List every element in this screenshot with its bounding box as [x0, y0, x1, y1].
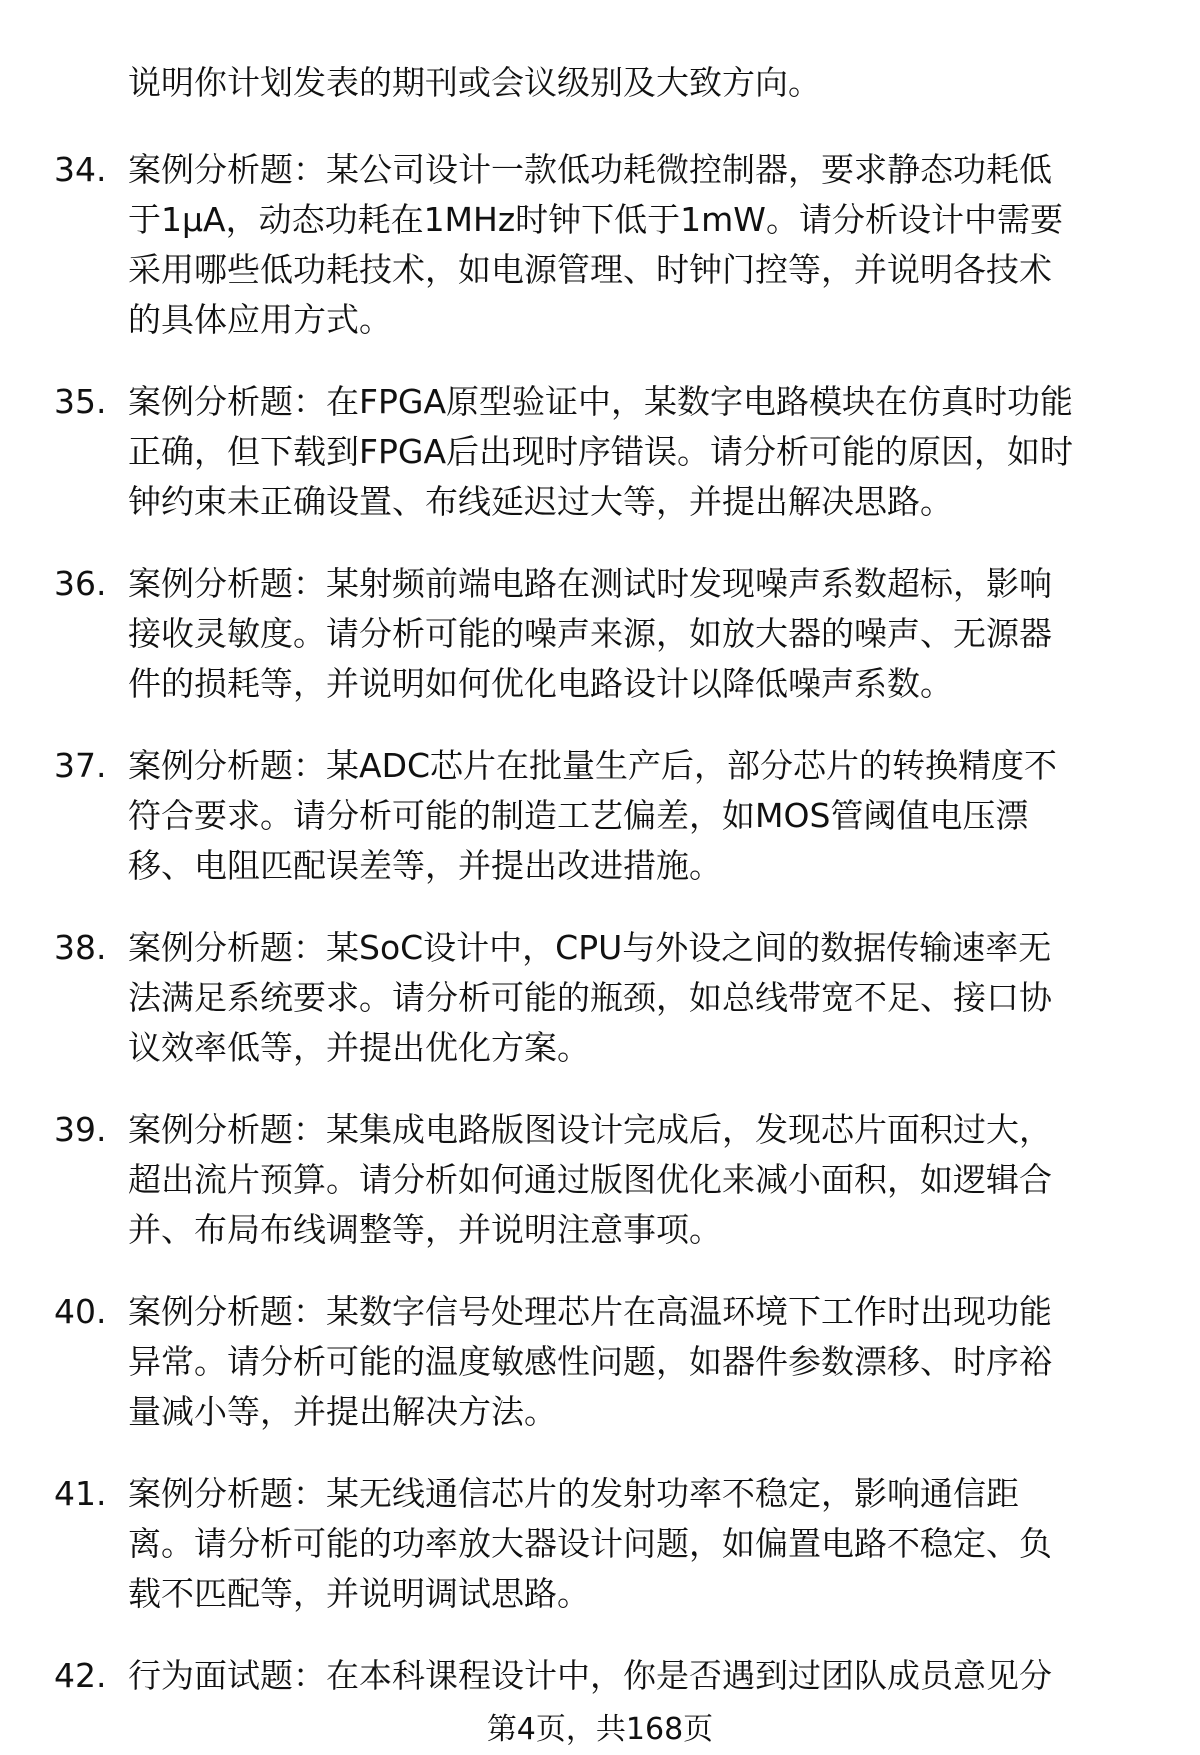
question-line: 的具体应用方式。 [128, 300, 392, 339]
page-number-footer: 第4页，共168页 [486, 1712, 714, 1747]
question-line: 案例分析题：某数字信号处理芯片在高温环境下工作时出现功能 [128, 1292, 1052, 1331]
question-line: 采用哪些低功耗技术，如电源管理、时钟门控等，并说明各技术 [128, 250, 1052, 289]
question-line: 于1μA，动态功耗在1MHz时钟下低于1mW。请分析设计中需要 [128, 200, 1063, 239]
question-text [128, 1105, 1163, 1255]
question-item [0, 1469, 1200, 1619]
question-text [128, 145, 1163, 345]
question-text [128, 923, 1163, 1073]
question-line: 超出流片预算。请分析如何通过版图优化来减小面积，如逻辑合 [128, 1160, 1052, 1199]
question-line: 行为面试题：在本科课程设计中，你是否遇到过团队成员意见分 [128, 1656, 1052, 1695]
question-number: 39. [54, 1110, 107, 1149]
question-number: 38. [54, 928, 107, 967]
question-line: 案例分析题：某ADC芯片在批量生产后，部分芯片的转换精度不 [128, 746, 1058, 785]
question-number: 37. [54, 746, 107, 785]
question-list [0, 145, 1200, 1733]
question-line: 案例分析题：某SoC设计中，CPU与外设之间的数据传输速率无 [128, 928, 1052, 967]
question-item [0, 1651, 1200, 1701]
question-line: 案例分析题：在FPGA原型验证中，某数字电路模块在仿真时功能 [128, 382, 1074, 421]
question-line: 离。请分析可能的功率放大器设计问题，如偏置电路不稳定、负 [128, 1524, 1052, 1563]
question-text [128, 741, 1163, 891]
question-item [0, 741, 1200, 891]
question-number: 36. [54, 564, 107, 603]
question-number: 34. [54, 150, 107, 189]
question-line: 载不匹配等，并说明调试思路。 [128, 1574, 590, 1613]
question-text [128, 1469, 1163, 1619]
question-item [0, 1105, 1200, 1255]
question-text [128, 1651, 1163, 1701]
question-item [0, 559, 1200, 709]
question-number: 42. [54, 1656, 107, 1695]
question-line: 异常。请分析可能的温度敏感性问题，如器件参数漂移、时序裕 [128, 1342, 1052, 1381]
question-number: 35. [54, 382, 107, 421]
question-line: 件的损耗等，并说明如何优化电路设计以降低噪声系数。 [128, 664, 953, 703]
question-item [0, 145, 1200, 345]
continued-paragraph: 说明你计划发表的期刊或会议级别及大致方向。 [128, 63, 821, 102]
question-number: 40. [54, 1292, 107, 1331]
question-line: 并、布局布线调整等，并说明注意事项。 [128, 1210, 722, 1249]
question-line: 议效率低等，并提出优化方案。 [128, 1028, 590, 1067]
question-line: 正确，但下载到FPGA后出现时序错误。请分析可能的原因，如时 [128, 432, 1074, 471]
question-line: 案例分析题：某无线通信芯片的发射功率不稳定，影响通信距 [128, 1474, 1019, 1513]
question-item [0, 1287, 1200, 1437]
question-line: 案例分析题：某集成电路版图设计完成后，发现芯片面积过大， [128, 1110, 1052, 1149]
question-item [0, 377, 1200, 527]
question-line: 钟约束未正确设置、布线延迟过大等，并提出解决思路。 [128, 482, 953, 521]
question-item [0, 923, 1200, 1073]
question-line: 符合要求。请分析可能的制造工艺偏差，如MOS管阈值电压漂 [128, 796, 1029, 835]
question-text [128, 1287, 1163, 1437]
question-line: 移、电阻匹配误差等，并提出改进措施。 [128, 846, 722, 885]
question-line: 接收灵敏度。请分析可能的噪声来源，如放大器的噪声、无源器 [128, 614, 1052, 653]
question-line: 法满足系统要求。请分析可能的瓶颈，如总线带宽不足、接口协 [128, 978, 1052, 1017]
question-line: 案例分析题：某射频前端电路在测试时发现噪声系数超标，影响 [128, 564, 1052, 603]
question-text [128, 377, 1163, 527]
question-number: 41. [54, 1474, 107, 1513]
question-line: 案例分析题：某公司设计一款低功耗微控制器，要求静态功耗低 [128, 150, 1052, 189]
question-text [128, 559, 1163, 709]
question-line: 量减小等，并提出解决方法。 [128, 1392, 557, 1431]
